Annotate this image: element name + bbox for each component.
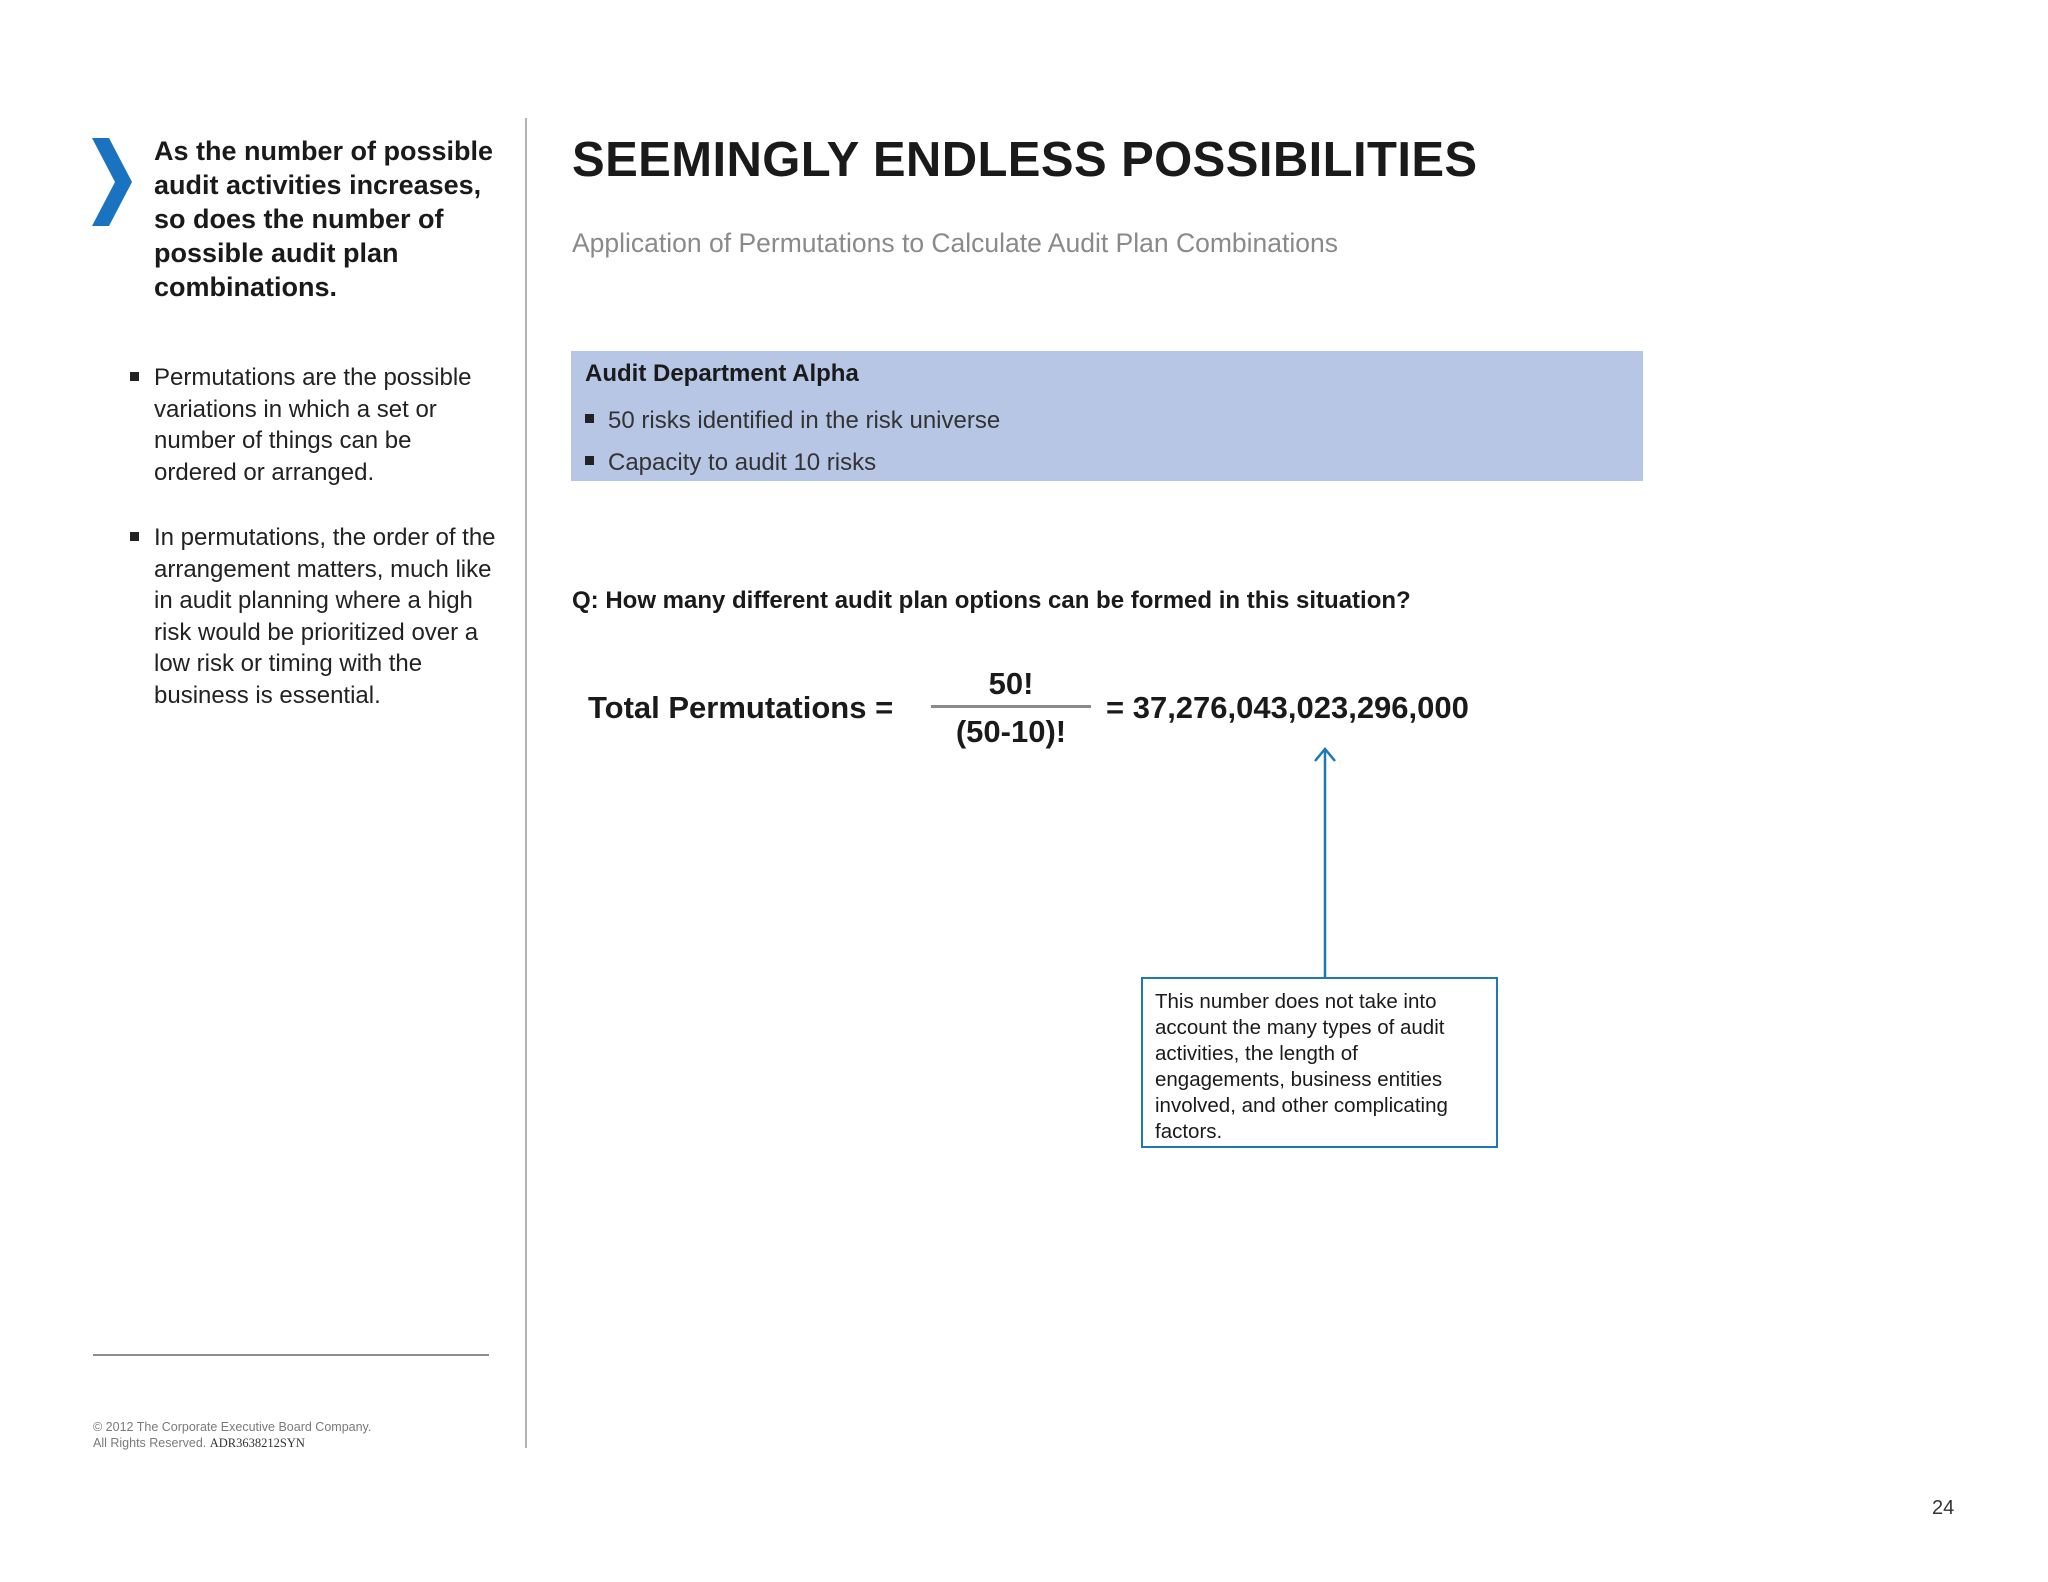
- bullet-text: Permutations are the possible variations in which a set or number of things can be ordered or arranged.: [154, 364, 472, 486]
- sidebar-bullet-list: [130, 362, 498, 745]
- info-box-list: [585, 400, 1000, 484]
- bullet-square-icon: [130, 372, 139, 381]
- list-item: [585, 400, 1000, 442]
- arrow-up-icon: [1300, 745, 1350, 980]
- page-subtitle: Application of Permutations to Calculate Audit Plan Combinations: [572, 228, 1338, 258]
- fraction-bar: [931, 705, 1091, 708]
- info-box-title: Audit Department Alpha: [585, 360, 859, 387]
- page-number: 24: [1932, 1497, 1955, 1519]
- chevron-right-icon: [92, 138, 132, 226]
- rights-reserved-text: All Rights Reserved.: [93, 1436, 207, 1450]
- bullet-square-icon: [585, 456, 594, 465]
- formula-label: Total Permutations =: [588, 690, 894, 725]
- copyright-line-2: [93, 1435, 371, 1451]
- formula-denominator: (50-10)!: [955, 714, 1067, 749]
- formula-result: = 37,276,043,023,296,000: [1106, 690, 1469, 725]
- sidebar-divider: [93, 1354, 489, 1356]
- list-item: [130, 522, 498, 711]
- callout-note-box: [1141, 977, 1498, 1148]
- formula-numerator: 50!: [988, 666, 1034, 701]
- list-item: [130, 362, 498, 488]
- callout-note-text: This number does not take into account the many types of audit activities, the length of engagements, business entities involved, and other complicating factors.: [1155, 990, 1448, 1143]
- copyright-notice: [93, 1419, 371, 1451]
- bullet-square-icon: [130, 532, 139, 541]
- sidebar-lead-text: As the number of possible audit activities increases, so does the number of possible audit plan combinations.: [154, 136, 494, 302]
- bullet-text: In permutations, the order of the arrangement matters, much like in audit planning where a high risk would be prioritized over a low risk or timing with the business is essential.: [154, 524, 496, 709]
- list-item: [585, 442, 1000, 484]
- vertical-divider: [525, 118, 527, 1448]
- info-item-text: 50 risks identified in the risk universe: [608, 407, 1001, 434]
- info-item-text: Capacity to audit 10 risks: [608, 449, 877, 476]
- question-text: Q: How many different audit plan options can be formed in this situation?: [572, 587, 1411, 614]
- document-code: ADR3638212SYN: [209, 1436, 305, 1450]
- page-title: SEEMINGLY ENDLESS POSSIBILITIES: [572, 133, 1478, 187]
- audit-department-info-box: [571, 351, 1643, 481]
- copyright-line: © 2012 The Corporate Executive Board Company.: [93, 1420, 372, 1434]
- bullet-square-icon: [585, 414, 594, 423]
